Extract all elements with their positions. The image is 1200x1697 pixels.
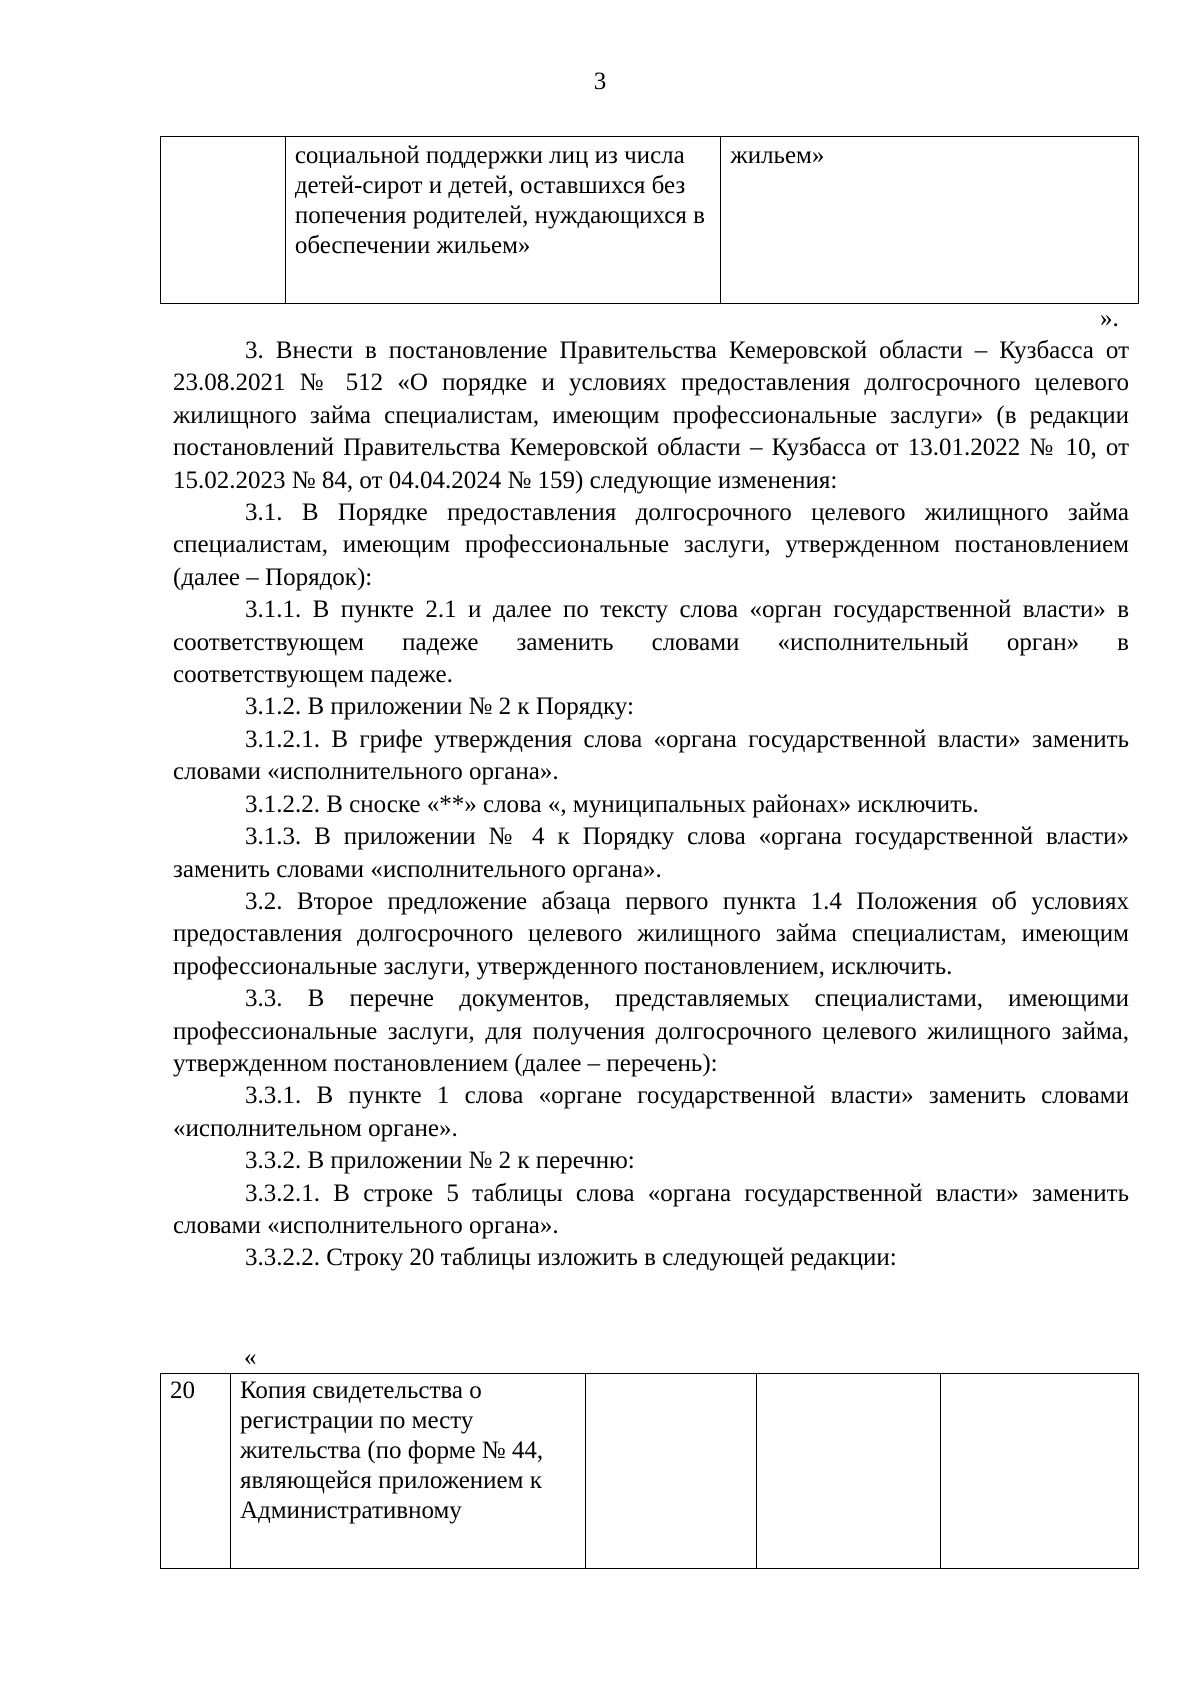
page-number: 3 <box>593 68 607 95</box>
paragraph-3: 3. Внести в постановление Правительства Кемеровской области – Кузбасса от 23.08.2021 № 512 «О порядке и условиях предоставления долгосрочного целевого жилищного займа специалистам, имеющим профессиональные заслуги» (в редакции постановлений Правительства Кемеровской области – Кузбасса от 13.01.2022 № 10, от 15.02.2023 № 84, от 04.04.2024 № 159) следующие изменения: <box>173 337 1129 494</box>
paragraph-3-3-2-2: 3.3.2.2. Строку 20 таблицы изложить в следующей редакции: <box>245 1244 897 1272</box>
paragraph-3-3-2-1: 3.3.2.1. В строке 5 таблицы слова «органа государственной власти» заменить словами «исполнительного органа». <box>173 1179 1129 1239</box>
table-row <box>161 1374 1139 1569</box>
paragraph-3-3-2: 3.3.2. В приложении № 2 к перечню: <box>245 1147 635 1175</box>
paragraph-3-1-2-1: 3.1.2.1. В грифе утверждения слова «органа государственной власти» заменить словами «исполнительного органа». <box>173 725 1129 786</box>
paragraph-3-1-1: 3.1.1. В пункте 2.1 и далее по тексту слова «орган государственной власти» в соответствующем падеже заменить словами «исполнительный орган» в соответствующем падеже. <box>173 596 1129 689</box>
paragraph-3-3: 3.3. В перечне документов, представляемых специалистами, имеющими профессиональные заслуги, для получения долгосрочного целевого жилищного займа, утвержденном постановлением (далее – перечень): <box>173 985 1129 1077</box>
table-cell-empty <box>941 1374 1139 1569</box>
table-cell-empty <box>756 1374 941 1569</box>
table-cell-empty <box>585 1374 756 1569</box>
paragraph-3-1-2-2: 3.1.2.2. В сноске «**» слова «, муниципальных районах» исключить. <box>245 790 979 818</box>
continued-table <box>160 136 1139 304</box>
paragraph-3-1-2: 3.1.2. В приложении № 2 к Порядку: <box>245 693 634 721</box>
paragraph-3-1-3: 3.1.3. В приложении № 4 к Порядку слова «органа государственной власти» заменить словами «исполнительного органа». <box>173 823 1129 883</box>
opening-quote: « <box>244 1344 257 1371</box>
table-cell-text: Копия свидетельства о регистрации по месту жительства (по форме № 44, являющейся приложением к Административному <box>230 1374 585 1569</box>
paragraph-3-2: 3.2. Второе предложение абзаца первого пункта 1.4 Положения об условиях предоставления долгосрочного целевого жилищного займа специалистам, имеющим профессиональные заслуги, утвержденного постановлением, исключить. <box>173 887 1129 980</box>
paragraph-3-3-1: 3.3.1. В пункте 1 слова «органе государственной власти» заменить словами «исполнительном органе». <box>173 1082 1129 1142</box>
table-row <box>161 137 1139 304</box>
table-cell-number <box>161 137 286 304</box>
table-cell-number: 20 <box>161 1374 231 1569</box>
document-body <box>173 335 1129 1275</box>
table-cell-text: жильем» <box>721 137 1139 304</box>
row-20-table <box>160 1373 1139 1569</box>
closing-quote: ». <box>1100 305 1119 332</box>
paragraph-3-1: 3.1. В Порядке предоставления долгосрочного целевого жилищного займа специалистам, имеющим профессиональные заслуги, утвержденном постановлением (далее – Порядок): <box>173 499 1129 591</box>
table-cell-text: социальной поддержки лиц из числа детей-сирот и детей, оставшихся без попечения родителей, нуждающихся в обеспечении жильем» <box>285 137 721 304</box>
